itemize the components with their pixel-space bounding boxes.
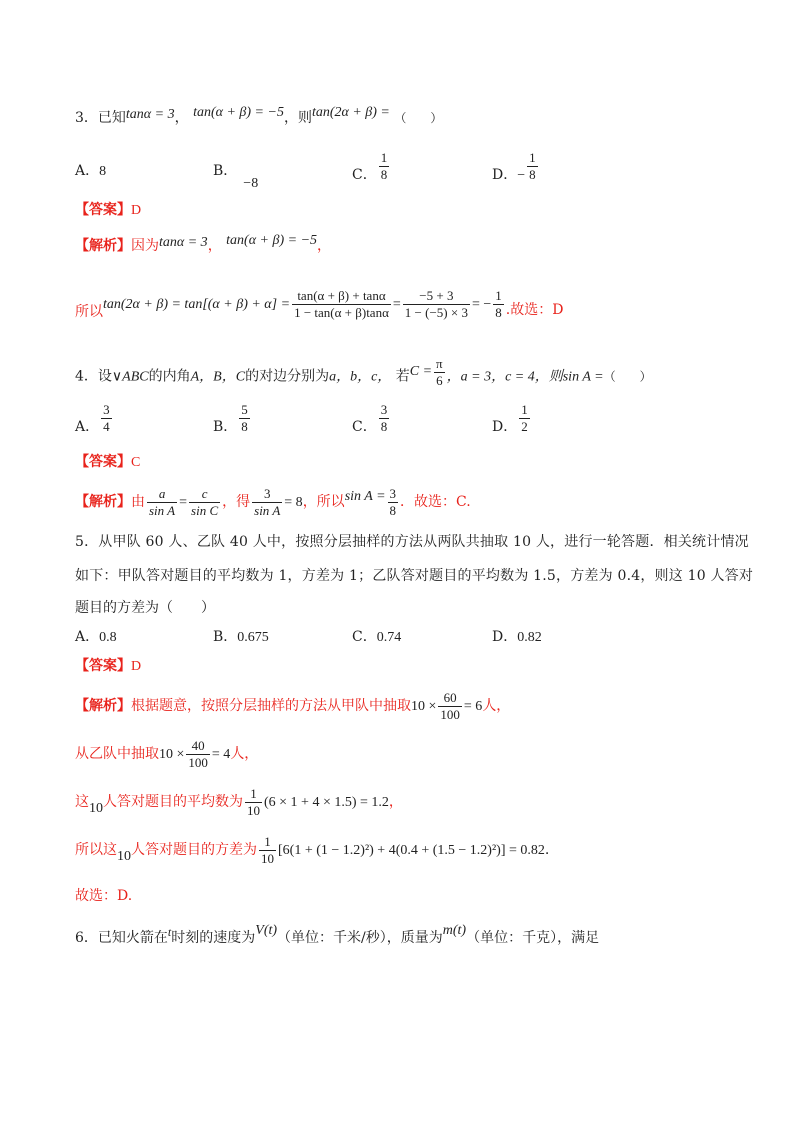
q4-stem xyxy=(75,356,652,393)
q4-a-eq8: = 8 xyxy=(284,495,303,510)
q5-a4-n: 10 xyxy=(117,849,131,864)
q5-analysis-line2 xyxy=(75,734,258,775)
q3-line2-frac2: $\frac{-5 + 3}{1 - (-5) \times 3}$ xyxy=(404,287,468,320)
q5-a1-ten: 10 × xyxy=(411,699,437,714)
q3-analysis-cond2: tan(α + β) = −5 xyxy=(226,233,318,248)
q3-paren: （ ） xyxy=(394,111,443,125)
q5-a4-expr: [6(1 + (1 − 1.2)²) + 4(0.4 + (1.5 − 1.2)²)] = 0.82 xyxy=(278,843,545,858)
q3-option-c: C． $\frac{1}{8}$ xyxy=(352,150,388,183)
q3-option-c-den: 8 xyxy=(380,167,388,182)
q5-line2: 如下：甲队答对题目的平均数为 1，方差为 1；乙队答对题目的平均数为 1.5，方差为 0.4，则这 10 人答对 xyxy=(75,568,754,584)
q4-answer xyxy=(75,452,140,473)
q5-analysis-label: 【解析】 xyxy=(75,698,131,714)
q3-stem xyxy=(75,105,443,129)
q3-answer-label: 【答案】 xyxy=(75,202,131,218)
q4-a-pre: 由 xyxy=(131,494,145,510)
q5-a4-mid: 人答对题目的方差为 xyxy=(131,842,257,858)
q4-ask: sin A = xyxy=(562,369,604,385)
q3-line2-eq2: = − xyxy=(471,297,492,312)
q3-option-a-value: 8 xyxy=(99,164,107,179)
q3-option-d-sign: − xyxy=(517,167,526,183)
q3-analysis-cond1: tanα = 3 xyxy=(159,235,208,250)
q4-cond-a: ，a = 3，c = 4，则 xyxy=(446,369,563,385)
q3-analysis-end: ， xyxy=(317,238,332,254)
q4-stem-mid2: 的对边分别为 xyxy=(245,368,330,385)
q4-option-c: C． $\frac{3}{8}$ xyxy=(352,402,388,435)
q5-analysis-line1 xyxy=(75,686,510,727)
q5-a2-pre: 从乙队中抽取 xyxy=(75,746,159,762)
q5-a3-mid: 人答对题目的平均数为 xyxy=(103,794,243,810)
q6-mid3: （单位：千克），满足 xyxy=(466,930,600,946)
q5-a4-pre: 所以这 xyxy=(75,842,117,858)
q4-a-sin: sin A = xyxy=(344,489,386,504)
q4-a-frac2: $\frac{c}{\text{sin C}}$ xyxy=(191,485,219,518)
q5-a1-pre: 根据题意，按照分层抽样的方法从甲队中抽取 xyxy=(131,698,411,714)
q3-option-a: A．8 xyxy=(75,163,107,179)
q3-answer xyxy=(75,200,141,221)
q3-analysis-pre: 因为 xyxy=(131,238,159,254)
q4-option-b: B． $\frac{5}{8}$ xyxy=(213,402,248,435)
q5-option-b: B．0.675 xyxy=(213,629,269,645)
q3-analysis-sep: ， xyxy=(207,238,222,254)
q4-answer-value: C xyxy=(131,455,141,470)
q4-triangle: ∨ABC xyxy=(111,369,149,385)
q4-a-get: ，得 xyxy=(222,494,251,510)
q3-condition-1: tanα = 3 xyxy=(125,107,175,122)
q5-a1-end: 人， xyxy=(482,698,511,714)
q3-option-d-den: 8 xyxy=(529,167,536,182)
q5-option-c: C．0.74 xyxy=(352,629,402,645)
q4-a-frac1: $\frac{a}{\text{sin A}}$ xyxy=(149,485,176,518)
q6-t: t xyxy=(167,925,172,939)
q3-option-d-num: 1 xyxy=(529,150,536,165)
q3-line2-frac3: $\frac{1}{8}$ xyxy=(495,287,502,320)
q5-analysis-line5: 故选：D. xyxy=(75,888,133,904)
q4-analysis xyxy=(75,482,471,523)
q3-question-expr: tan(2α + β) = xyxy=(311,105,390,120)
q5-a3-n: 10 xyxy=(89,801,103,816)
q6-stem xyxy=(75,923,600,949)
q5-a2-eq: = 4 xyxy=(211,747,231,762)
q3-condition-2: tan(α + β) = −5 xyxy=(193,105,284,120)
q5-a2-frac: $\frac{40}{100}$ xyxy=(188,737,208,770)
q4-sides: a，b，c， xyxy=(329,369,392,385)
q4-c-eq: C = xyxy=(409,363,433,379)
q6-pre: 6．已知火箭在 xyxy=(75,930,168,946)
q5-a1-eq: = 6 xyxy=(463,699,483,714)
q6-mid2: （单位：千米/秒），质量为 xyxy=(277,930,443,946)
q5-a1-frac: $\frac{60}{100}$ xyxy=(440,689,460,722)
q3-answer-value: D xyxy=(131,203,142,218)
q5-a2-ten: 10 × xyxy=(159,747,185,762)
q3-line2-eq: = xyxy=(392,297,401,312)
q4-answer-label: 【答案】 xyxy=(75,454,131,470)
q4-stem-mid: 的内角 xyxy=(148,368,191,385)
q3-option-b-value: −8 xyxy=(243,176,259,191)
q5-answer xyxy=(75,656,141,677)
q5-line1: 5．从甲队 60 人、乙队 40 人中，按照分层抽样的方法从两队共抽取 10 人，进行一轮答题．相关统计情况 xyxy=(75,534,749,550)
q4-angles: A，B，C xyxy=(190,369,246,385)
q5-answer-value: D xyxy=(131,659,142,674)
q3-sep-1: ， xyxy=(174,110,189,126)
q4-a-frac4: $\frac{3}{8}$ xyxy=(389,485,397,518)
q3-option-b: B．−8 xyxy=(213,163,259,191)
q5-option-d: D．0.82 xyxy=(492,629,542,645)
q5-analysis-line3 xyxy=(75,782,403,823)
q4-analysis-label: 【解析】 xyxy=(75,494,131,510)
q3-option-d: D．− $\frac{1}{8}$ xyxy=(492,150,536,183)
q5-a3-pre: 这 xyxy=(75,794,89,810)
q5-line3: 题目的方差为（ ） xyxy=(75,600,215,616)
q6-mt: m(t) xyxy=(442,923,467,938)
q3-line2-expr: tan(2α + β) = tan[(α + β) + α] = xyxy=(103,297,291,312)
q4-option-a: A． $\frac{3}{4}$ xyxy=(75,402,110,435)
q5-a2-end: 人， xyxy=(230,746,259,762)
q3-sep-2: ，则 xyxy=(283,110,312,126)
q4-paren: （ ） xyxy=(603,369,652,384)
q4-stem-pre: 4．设 xyxy=(75,368,112,385)
q3-analysis-label: 【解析】 xyxy=(75,238,131,254)
q4-c-frac: $\frac{\pi}{6}$ xyxy=(436,356,443,388)
q5-a4-frac: $\frac{1}{10}$ xyxy=(261,833,274,866)
q5-a3-expr: (6 × 1 + 4 × 1.5) = 1.2 xyxy=(264,795,389,810)
q4-a-frac3: $\frac{3}{\text{sin A}}$ xyxy=(254,485,281,518)
q5-analysis-line4 xyxy=(75,830,549,871)
q4-a-end: ．故选：C. xyxy=(400,494,471,510)
q5-a3-frac: $\frac{1}{10}$ xyxy=(247,785,260,818)
q5-a3-end: ， xyxy=(388,794,403,810)
q6-vt: V(t) xyxy=(255,923,278,938)
q4-stem-if: 若 xyxy=(395,368,410,385)
q3-stem-prefix: 3．已知 xyxy=(75,110,126,126)
q4-a-so: ，所以 xyxy=(302,494,345,510)
q5-a4-end: . xyxy=(544,842,550,858)
q5-answer-label: 【答案】 xyxy=(75,658,131,674)
q3-analysis-line1 xyxy=(75,233,332,257)
q3-line2-frac1: $\frac{\tan(\alpha + \beta) + \tan\alpha}{1 - \tan(\alpha + \beta)\tan\alpha}$ xyxy=(294,287,389,320)
q4-option-d: D． $\frac{1}{2}$ xyxy=(492,402,528,435)
q3-option-c-num: 1 xyxy=(380,150,388,165)
q3-line2-end: .故选：D xyxy=(505,302,564,318)
q6-mid1: 时刻的速度为 xyxy=(171,930,256,946)
q3-line2-pre: 所以 xyxy=(75,304,103,320)
q3-analysis-line2 xyxy=(75,284,563,325)
q5-option-a: A．0.8 xyxy=(75,629,117,645)
q4-a-eq: = xyxy=(179,495,188,510)
